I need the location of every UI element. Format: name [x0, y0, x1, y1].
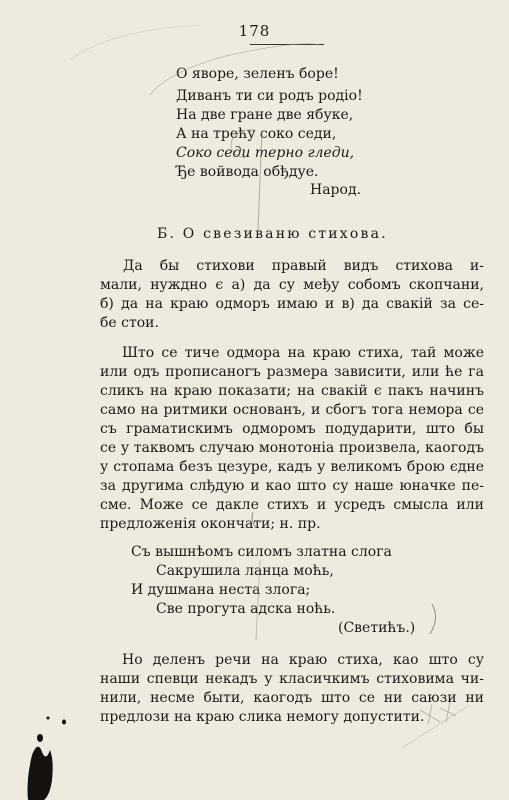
poem-1-line: А на трећу соко седи, — [176, 126, 337, 142]
paragraph-line: Што се тиче одмора на краю стиха, тай може — [122, 345, 484, 361]
paragraph-line: мали, нуждно є а) да су међу собомъ скопчани, — [100, 277, 484, 293]
paragraph-line: за другима слђдую и као што су наше юначке пе- — [100, 478, 484, 494]
section-heading: Б. О свезиваню стихова. — [157, 226, 388, 242]
paragraph-line: само на ритмики основанъ, и сбогъ тога немора се — [100, 402, 484, 418]
poem-2-attribution: (Светићъ.) — [338, 620, 416, 636]
poem-1-line: На две гране две ябуке, — [176, 107, 354, 123]
poem-2-line: Съ вышнѣомъ силомъ златна слога — [131, 544, 392, 560]
poem-1-line: Ђе войвода обђдуе. — [176, 164, 319, 180]
paragraph-line: б) да на краю одморъ имаю и в) да свакій за се- — [100, 296, 484, 312]
poem-1-line: Диванъ ти си родъ родіо! — [176, 88, 363, 104]
paragraph-line: съ граматискимъ одморомъ подударити, што бы — [100, 421, 484, 437]
paragraph-line: се у таквомъ случаю монотоніа произвела, каогодъ — [100, 440, 484, 456]
poem-2-line: Сакрушила ланца моћь, — [156, 563, 334, 579]
poem-1-line: Соко седи терно гледи, — [176, 145, 355, 161]
paragraph-line: Да бы стихови правый видъ стихова и- — [123, 258, 484, 274]
paragraph-line: наши спевци некадъ у класичкимъ стиховима чи- — [100, 671, 484, 687]
paragraph-line: бе стои. — [100, 315, 159, 331]
paragraph-line: предложенія окончати; н. пр. — [100, 516, 321, 532]
paragraph-line: Но деленъ речи на краю стиха, као што су — [122, 652, 484, 668]
poem-2-line: Све прогута адска ноћь. — [156, 601, 336, 617]
poem-1-line: О яворе, зеленъ боре! — [176, 66, 339, 82]
ink-stain — [20, 700, 100, 800]
poem-2-line: И душмана неста злога; — [131, 582, 311, 598]
page-number: 178 — [238, 22, 271, 40]
paragraph-line: или одъ прописаногъ размера зависити, или ће га — [100, 364, 484, 380]
poem-1-attribution: Народ. — [310, 182, 362, 198]
paragraph-line: сликъ на краю показати; на свакій є пакъ начинъ — [100, 383, 484, 399]
paragraph-line: сме. Може се дакле стихъ и усредъ смысла или — [100, 497, 484, 513]
header-rule — [250, 44, 324, 45]
paragraph-line: предлози на краю слика немогу допустити. — [100, 709, 425, 725]
paragraph-line: у стопама безъ цезуре, кадъ у великомъ брою єдне — [100, 459, 484, 475]
paragraph-line: нили, несме быти, каогодъ што се ни саюзи ни — [100, 690, 484, 706]
